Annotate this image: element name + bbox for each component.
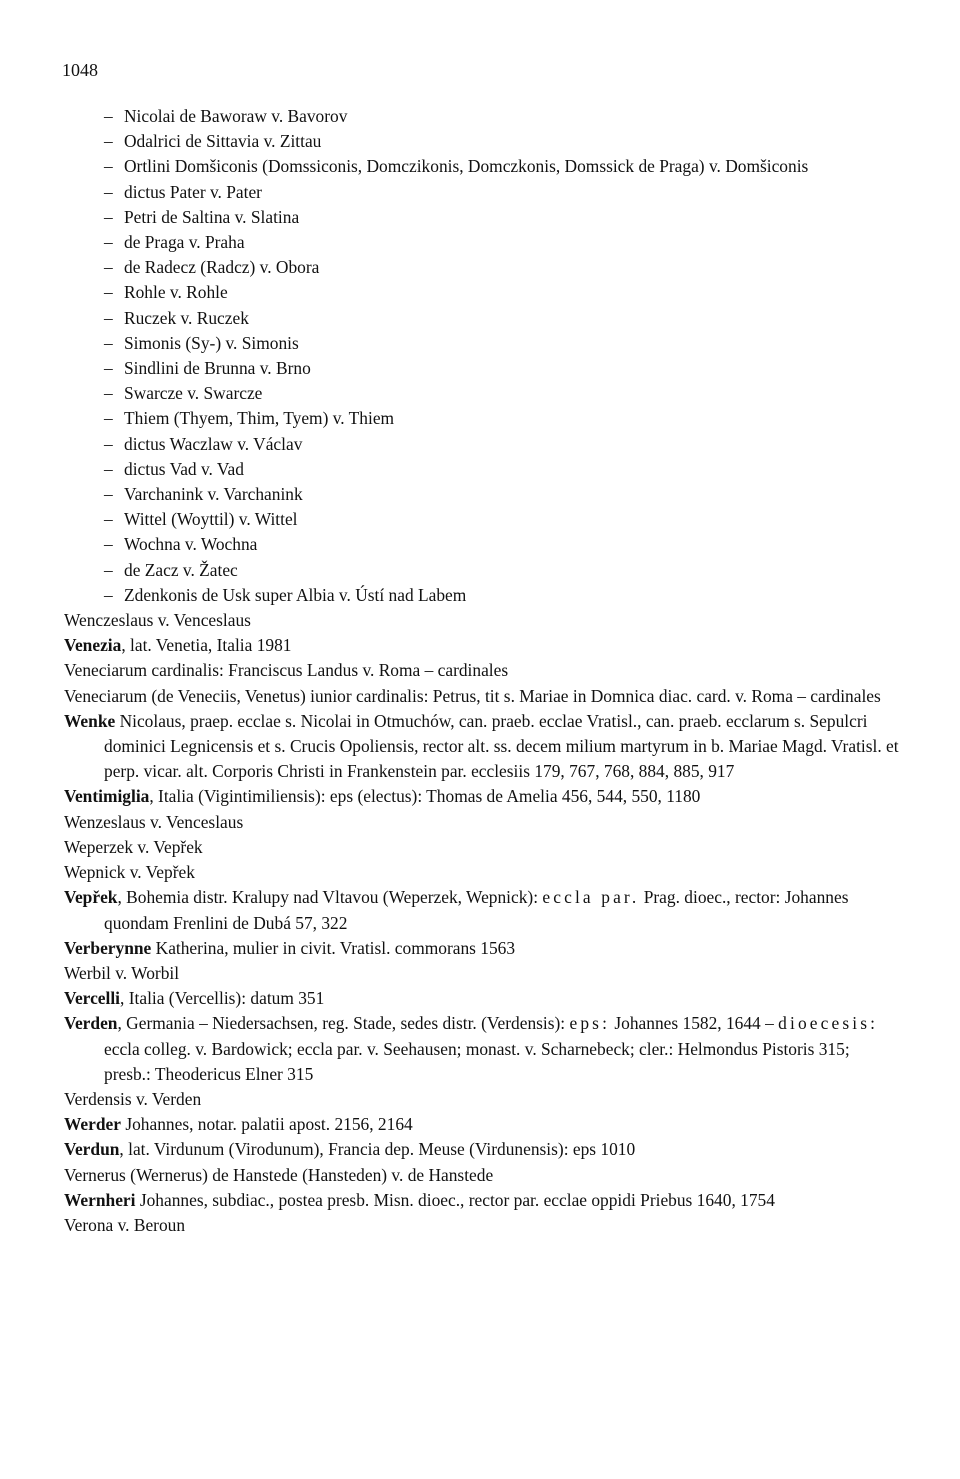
entry-text: , Germania – Niedersachsen, reg. Stade, sedes distr. (Verdensis): [117, 1013, 570, 1034]
index-entry [64, 608, 900, 633]
index-entry [64, 1163, 900, 1188]
entry-text-tail: Johannes 1582, 1644 – [610, 1013, 779, 1034]
entry-text: Katherina, mulier in civit. Vratisl. commorans 1563 [151, 937, 516, 958]
subentry-dash: – [104, 307, 113, 328]
index-entry [64, 835, 900, 860]
entry-text: , Bohemia distr. Kralupy nad Vltavou (Weperzek, Wepnick): [117, 887, 543, 908]
entry-headword: Wernheri [64, 1189, 136, 1210]
subentry [64, 255, 900, 280]
index-entry [64, 1087, 900, 1112]
subentry-text: Simonis (Sy-) v. Simonis [124, 332, 299, 353]
subentry [64, 205, 900, 230]
subentry [64, 104, 900, 129]
subentry [64, 457, 900, 482]
subentry-text: dictus Waczlaw v. Václav [124, 433, 303, 454]
index-entry [64, 1011, 900, 1087]
subentry-text: dictus Vad v. Vad [124, 458, 244, 479]
entry-text: , Italia (Vercellis): datum 351 [120, 988, 325, 1009]
subentry-text: Varchanink v. Varchanink [124, 484, 303, 505]
subentry-text: de Zacz v. Žatec [124, 559, 238, 580]
subentry [64, 306, 900, 331]
entry-text: , lat. Venetia, Italia 1981 [121, 635, 292, 656]
entry-headword: Vercelli [64, 988, 121, 1009]
entry-headword: Verdun [64, 1139, 120, 1160]
entry-spaced-text: eps: [569, 1013, 611, 1034]
index-entry [64, 961, 900, 986]
subentry [64, 583, 900, 608]
index-entry [64, 633, 900, 658]
subentry-dash: – [104, 232, 113, 253]
entry-spaced-text: eccla par. [542, 887, 640, 908]
subentry [64, 406, 900, 431]
entry-headword: Ventimiglia [64, 786, 150, 807]
entry-headword: Vepřek [64, 887, 118, 908]
subentry-text: Thiem (Thyem, Thim, Tyem) v. Thiem [124, 408, 395, 429]
entry-text: Johannes, subdiac., postea presb. Misn. dioec., rector par. ecclae oppidi Priebus 1640, 1754 [135, 1189, 775, 1210]
entry-text-tail: Prag. dioec., rector: Johannes quondam Frenlini de Dubá 57, 322 [104, 887, 849, 933]
entry-text: , lat. Virdunum (Virodunum), Francia dep. Meuse (Virdunensis): eps 1010 [119, 1139, 636, 1160]
subentry-text: Ruczek v. Ruczek [124, 307, 249, 328]
entry-text: Werbil v. Worbil [64, 962, 180, 983]
index-entry [64, 784, 900, 809]
index-entry [64, 936, 900, 961]
subentry [64, 154, 900, 179]
entry-headword: Werder [64, 1114, 121, 1135]
entry-text: Wenzeslaus v. Venceslaus [64, 811, 244, 832]
subentry-text: de Praga v. Praha [124, 232, 245, 253]
subentry-text: Petri de Saltina v. Slatina [124, 206, 300, 227]
index-entry [64, 860, 900, 885]
subentry-text: Ortlini Domšiconis (Domssiconis, Domczikonis, Domczkonis, Domssick de Praga) v. Domšiconis [124, 156, 809, 177]
entry-text-tail: eccla colleg. v. Bardowick; eccla par. v. Seehausen; monast. v. Scharnebeck; cler.: Helmondus Pistoris 315; presb.: Theodericus Elner 315 [104, 1038, 850, 1084]
subentry-text: de Radecz (Radcz) v. Obora [124, 257, 320, 278]
subentry-dash: – [104, 509, 113, 530]
index-entry [64, 684, 900, 709]
subentry [64, 129, 900, 154]
entry-headword: Verden [64, 1013, 118, 1034]
subentry [64, 381, 900, 406]
index-entry [64, 986, 900, 1011]
subentry [64, 432, 900, 457]
subentry-text: Nicolai de Baworaw v. Bavorov [124, 106, 348, 126]
index-entry [64, 810, 900, 835]
page-number: 1048 [62, 60, 98, 80]
subentry-dash: – [104, 408, 113, 429]
subentry-dash: – [104, 282, 113, 303]
subentry-dash: – [104, 206, 113, 227]
subentry [64, 280, 900, 305]
entry-text: , Italia (Vigintimiliensis): eps (electus): Thomas de Amelia 456, 544, 550, 1180 [149, 786, 701, 807]
entry-text: Vernerus (Wernerus) de Hanstede (Hansteden) v. de Hanstede [64, 1164, 494, 1185]
index-entry [64, 1112, 900, 1137]
subentry-text: Wittel (Woyttil) v. Wittel [124, 509, 298, 530]
subentry-text: Rohle v. Rohle [124, 282, 228, 303]
subentry-dash: – [104, 559, 113, 580]
subentry-text: Wochna v. Wochna [124, 534, 258, 555]
entry-text: Weperzek v. Vepřek [64, 836, 203, 857]
entry-text: Veneciarum cardinalis: Franciscus Landus v. Roma – cardinales [64, 660, 509, 681]
subentry-dash: – [104, 458, 113, 479]
subentry-dash: – [104, 156, 113, 177]
subentry [64, 532, 900, 557]
entry-headword: Wenke [64, 710, 116, 731]
subentry-text: Odalrici de Sittavia v. Zittau [124, 131, 322, 152]
subentry [64, 180, 900, 205]
subentry [64, 558, 900, 583]
subentry-dash: – [104, 131, 113, 152]
subentry [64, 331, 900, 356]
subentry-dash: – [104, 484, 113, 505]
subentry [64, 482, 900, 507]
index-entry [64, 1137, 900, 1162]
subentry-dash: – [104, 257, 113, 278]
index-list [64, 104, 900, 1238]
index-entry [64, 658, 900, 683]
entry-text: Verdensis v. Verden [64, 1088, 202, 1109]
entry-text: Johannes, notar. palatii apost. 2156, 2164 [120, 1114, 413, 1135]
index-entry [64, 709, 900, 785]
index-entry [64, 885, 900, 935]
subentry [64, 230, 900, 255]
subentry-dash: – [104, 358, 113, 379]
subentry-dash: – [104, 584, 113, 605]
index-entry [64, 1213, 900, 1238]
entry-text: Veneciarum (de Veneciis, Venetus) iunior cardinalis: Petrus, tit s. Mariae in Domnica diac. card. v. Roma – cardinales [64, 685, 881, 706]
entry-spaced-text: dioecesis: [778, 1013, 879, 1034]
entry-text: Nicolaus, praep. ecclae s. Nicolai in Otmuchów, can. praeb. ecclae Vratisl., can. praeb. ecclarum s. Sepulcri dominici Legnicensis et s. Crucis Opoliensis, rector alt. ss. decem milium martyrum in b. Mariae Magd. Vratisl. et perp. vicar. alt. Corporis Christi in Frankenstein par. ecclesiis 179, 767, 768, 884, 885, 917 [104, 710, 899, 782]
entry-headword: Verberynne [64, 937, 152, 958]
subentry-dash: – [104, 433, 113, 454]
subentry [64, 356, 900, 381]
subentry-dash: – [104, 181, 113, 202]
subentry-dash: – [104, 534, 113, 555]
subentry-text: Sindlini de Brunna v. Brno [124, 358, 311, 379]
entry-text: Wepnick v. Vepřek [64, 862, 195, 883]
subentry-text: dictus Pater v. Pater [124, 181, 262, 202]
subentry-text: Swarcze v. Swarcze [124, 383, 263, 404]
entry-text: Verona v. Beroun [64, 1214, 186, 1235]
subentry-text: Zdenkonis de Usk super Albia v. Ústí nad Labem [124, 584, 467, 605]
subentry-dash: – [104, 383, 113, 404]
subentry-dash: – [104, 332, 113, 353]
subentry-dash: – [104, 106, 113, 126]
entry-text: Wenczeslaus v. Venceslaus [64, 610, 251, 631]
entry-headword: Venezia [64, 635, 122, 656]
subentry [64, 507, 900, 532]
index-entry [64, 1188, 900, 1213]
